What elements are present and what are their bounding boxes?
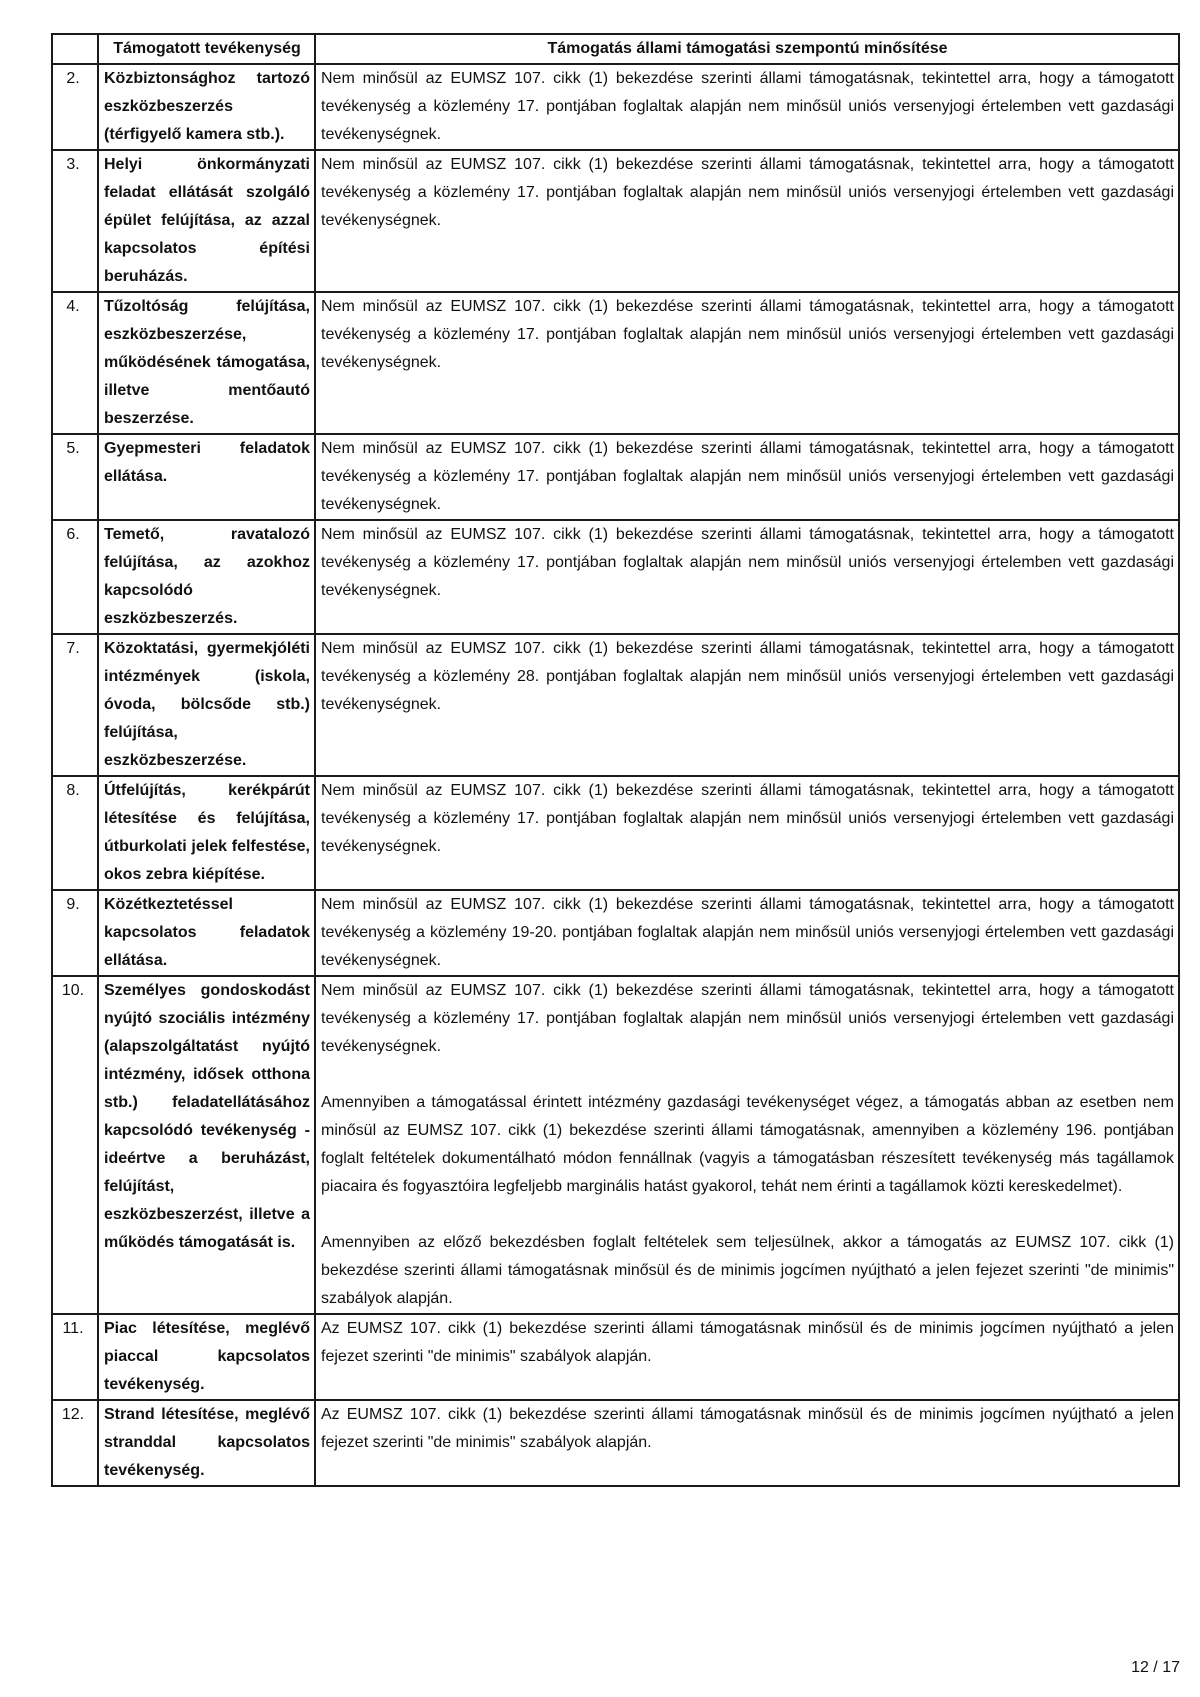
header-num (52, 34, 98, 64)
row-activity: Közbiztonsághoz tartozó eszközbeszerzés (térfigyelő kamera stb.). (98, 64, 315, 150)
row-activity: Piac létesítése, meglévő piaccal kapcsolatos tevékenység. (98, 1314, 315, 1400)
row-activity: Tűzoltóság felújítása, eszközbeszerzése, működésének támogatása, illetve mentőautó beszerzése. (98, 292, 315, 434)
evaluation-paragraph: Amennyiben a támogatással érintett intézmény gazdasági tevékenységet végez, a támogatás abban az esetben nem minősül az EUMSZ 107. cikk (1) bekezdése szerinti állami támogatásnak, amennyiben a közlemény 196. pontjában foglalt feltételek dokumentálható módon fennállnak (vagyis a támogatásban részesített tevékenység más tagállamok piacaira és fogyasztóira legfeljebb marginális hatást gyakorol, tehát nem érinti a tagállamok közti kereskedelmet). (321, 1094, 1174, 1195)
row-evaluation (315, 1400, 1179, 1486)
table-row (52, 634, 1179, 776)
row-number: 5. (52, 434, 98, 520)
table-row (52, 150, 1179, 292)
row-evaluation (315, 634, 1179, 776)
row-activity: Temető, ravatalozó felújítása, az azokhoz kapcsolódó eszközbeszerzés. (98, 520, 315, 634)
table-row (52, 1400, 1179, 1486)
support-table (51, 33, 1180, 1487)
row-evaluation (315, 150, 1179, 292)
row-number: 11. (52, 1314, 98, 1400)
evaluation-paragraph: Nem minősül az EUMSZ 107. cikk (1) bekezdése szerinti állami támogatásnak, tekintettel arra, hogy a támogatott tevékenység a közlemény 17. pontjában foglaltak alapján nem minősül uniós versenyjogi értelemben vett gazdasági tevékenységnek. (321, 982, 1174, 1055)
row-activity: Strand létesítése, meglévő stranddal kapcsolatos tevékenység. (98, 1400, 315, 1486)
table-body (52, 64, 1179, 1486)
evaluation-paragraph: Nem minősül az EUMSZ 107. cikk (1) bekezdése szerinti állami támogatásnak, tekintettel arra, hogy a támogatott tevékenység a közlemény 17. pontjában foglaltak alapján nem minősül uniós versenyjogi értelemben vett gazdasági tevékenységnek. (321, 782, 1174, 855)
row-activity: Gyepmesteri feladatok ellátása. (98, 434, 315, 520)
header-activity: Támogatott tevékenység (98, 34, 315, 64)
row-number: 6. (52, 520, 98, 634)
row-number: 8. (52, 776, 98, 890)
evaluation-paragraph: Az EUMSZ 107. cikk (1) bekezdése szerinti állami támogatásnak minősül és de minimis jogcímen nyújtható a jelen fejezet szerinti "de minimis" szabályok alapján. (321, 1406, 1174, 1451)
evaluation-paragraph: Nem minősül az EUMSZ 107. cikk (1) bekezdése szerinti állami támogatásnak, tekintettel arra, hogy a támogatott tevékenység a közlemény 17. pontjában foglaltak alapján nem minősül uniós versenyjogi értelemben vett gazdasági tevékenységnek. (321, 70, 1174, 143)
evaluation-paragraph: Nem minősül az EUMSZ 107. cikk (1) bekezdése szerinti állami támogatásnak, tekintettel arra, hogy a támogatott tevékenység a közlemény 17. pontjában foglaltak alapján nem minősül uniós versenyjogi értelemben vett gazdasági tevékenységnek. (321, 298, 1174, 371)
row-evaluation (315, 64, 1179, 150)
page-number: 12 / 17 (1131, 1659, 1180, 1676)
evaluation-paragraph: Az EUMSZ 107. cikk (1) bekezdése szerinti állami támogatásnak minősül és de minimis jogcímen nyújtható a jelen fejezet szerinti "de minimis" szabályok alapján. (321, 1320, 1174, 1365)
table-row (52, 890, 1179, 976)
header-evaluation: Támogatás állami támogatási szempontú minősítése (315, 34, 1179, 64)
row-activity: Közétkeztetéssel kapcsolatos feladatok ellátása. (98, 890, 315, 976)
evaluation-paragraph: Nem minősül az EUMSZ 107. cikk (1) bekezdése szerinti állami támogatásnak, tekintettel arra, hogy a támogatott tevékenység a közlemény 17. pontjában foglaltak alapján nem minősül uniós versenyjogi értelemben vett gazdasági tevékenységnek. (321, 526, 1174, 599)
row-number: 9. (52, 890, 98, 976)
evaluation-paragraph: Nem minősül az EUMSZ 107. cikk (1) bekezdése szerinti állami támogatásnak, tekintettel arra, hogy a támogatott tevékenység a közlemény 28. pontjában foglaltak alapján nem minősül uniós versenyjogi értelemben vett gazdasági tevékenységnek. (321, 640, 1174, 713)
row-evaluation (315, 434, 1179, 520)
evaluation-paragraph: Nem minősül az EUMSZ 107. cikk (1) bekezdése szerinti állami támogatásnak, tekintettel arra, hogy a támogatott tevékenység a közlemény 17. pontjában foglaltak alapján nem minősül uniós versenyjogi értelemben vett gazdasági tevékenységnek. (321, 440, 1174, 513)
row-activity: Útfelújítás, kerékpárút létesítése és felújítása, útburkolati jelek felfestése, okos zebra kiépítése. (98, 776, 315, 890)
evaluation-paragraph: Amennyiben az előző bekezdésben foglalt feltételek sem teljesülnek, akkor a támogatás az EUMSZ 107. cikk (1) bekezdése szerinti állami támogatásnak minősül és de minimis jogcímen nyújtható a jelen fejezet szerinti "de minimis" szabályok alapján. (321, 1234, 1174, 1307)
table-row (52, 520, 1179, 634)
row-activity: Helyi önkormányzati feladat ellátását szolgáló épület felújítása, az azzal kapcsolatos építési beruházás. (98, 150, 315, 292)
table-row (52, 1314, 1179, 1400)
row-evaluation (315, 520, 1179, 634)
table-row (52, 776, 1179, 890)
row-evaluation (315, 776, 1179, 890)
row-evaluation (315, 890, 1179, 976)
row-number: 2. (52, 64, 98, 150)
row-number: 12. (52, 1400, 98, 1486)
row-number: 10. (52, 976, 98, 1314)
row-activity: Közoktatási, gyermekjóléti intézmények (iskola, óvoda, bölcsőde stb.) felújítása, eszközbeszerzése. (98, 634, 315, 776)
row-evaluation (315, 976, 1179, 1314)
table-row (52, 976, 1179, 1314)
table-header-row (52, 34, 1179, 64)
row-number: 3. (52, 150, 98, 292)
row-evaluation (315, 1314, 1179, 1400)
evaluation-paragraph: Nem minősül az EUMSZ 107. cikk (1) bekezdése szerinti állami támogatásnak, tekintettel arra, hogy a támogatott tevékenység a közlemény 17. pontjában foglaltak alapján nem minősül uniós versenyjogi értelemben vett gazdasági tevékenységnek. (321, 156, 1174, 229)
table-row (52, 64, 1179, 150)
table-row (52, 434, 1179, 520)
table-row (52, 292, 1179, 434)
row-evaluation (315, 292, 1179, 434)
row-activity: Személyes gondoskodást nyújtó szociális intézmény (alapszolgáltatást nyújtó intézmény, idősek otthona stb.) feladatellátásához kapcsolódó tevékenység - ideértve a beruházást, felújítást, eszközbeszerzést, illetve a működés támogatását is. (98, 976, 315, 1314)
row-number: 4. (52, 292, 98, 434)
evaluation-paragraph: Nem minősül az EUMSZ 107. cikk (1) bekezdése szerinti állami támogatásnak, tekintettel arra, hogy a támogatott tevékenység a közlemény 19-20. pontjában foglaltak alapján nem minősül uniós versenyjogi értelemben vett gazdasági tevékenységnek. (321, 896, 1174, 969)
row-number: 7. (52, 634, 98, 776)
